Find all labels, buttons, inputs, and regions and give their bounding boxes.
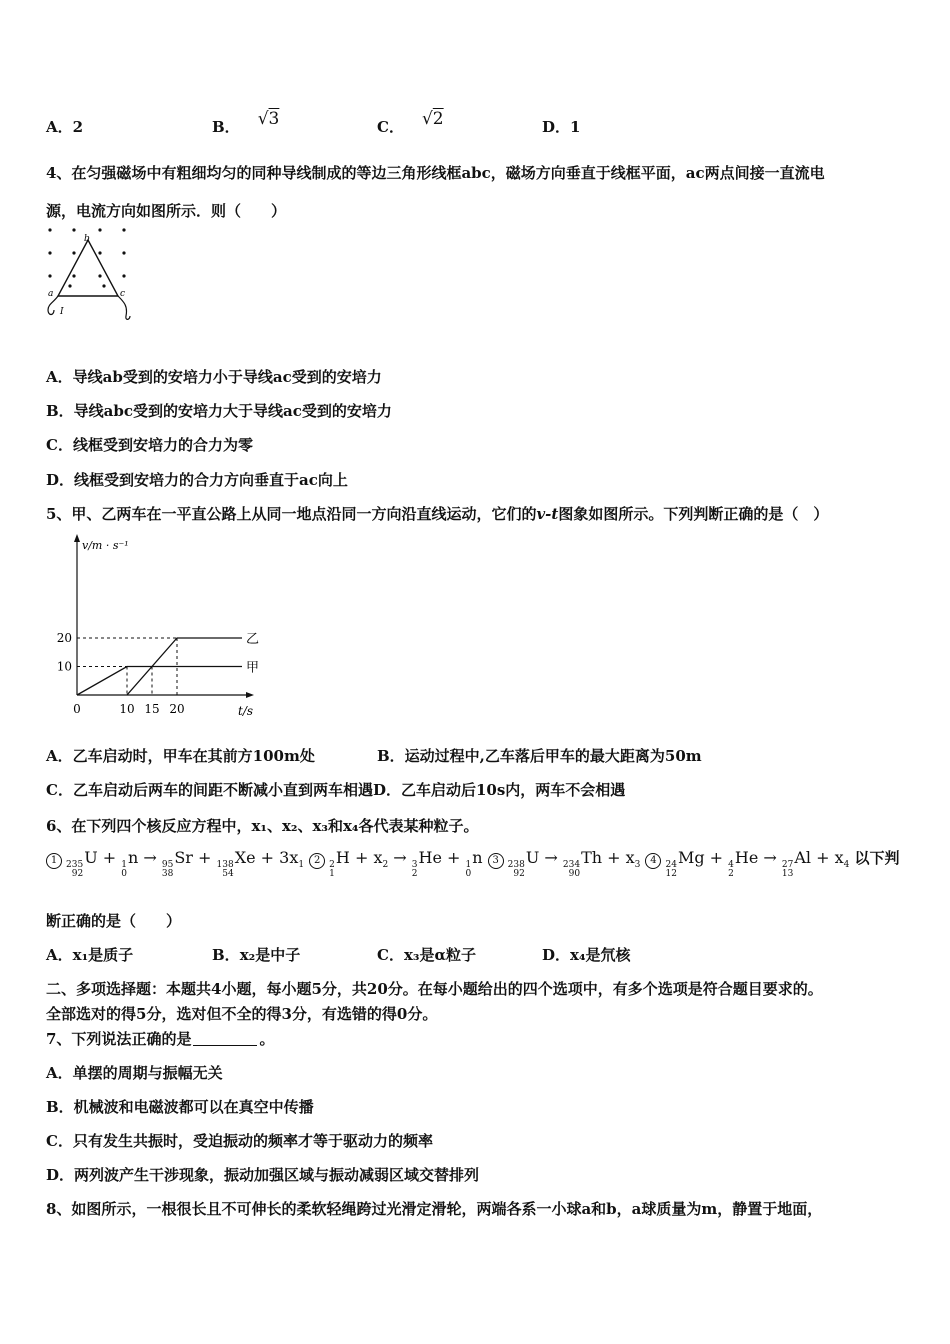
- answer-blank: [193, 1031, 257, 1046]
- q4-stem-line1: 4、在匀强磁场中有粗细均匀的同种导线制成的等边三角形线框abc，磁场方向垂直于线框平面，ac两点间接一直流电: [46, 164, 825, 182]
- label-current: I: [60, 307, 64, 317]
- x-tick-label-0: 0: [73, 702, 81, 716]
- q6-option-b: B．x₂是中子: [212, 946, 301, 964]
- section2-instructions-line2: 全部选对的得5分，选对但不全的得3分，有选错的得0分。: [46, 1005, 438, 1023]
- sqrt-2: √2: [421, 109, 444, 129]
- triangle-frame: [58, 240, 118, 296]
- q7-stem: 7、下列说法正确的是 。: [46, 1030, 275, 1048]
- sqrt-3: √3: [257, 109, 280, 129]
- section2-instructions-line1: 二、多项选择题：本题共4小题，每小题5分，共20分。在每小题给出的四个选项中，有多个选项是符合题目要求的。: [46, 980, 823, 998]
- q4-option-a: A．导线ab受到的安培力小于导线ac受到的安培力: [46, 368, 382, 386]
- x-tick-label-20: 20: [169, 702, 185, 716]
- q5-stem: 5、甲、乙两车在一平直公路上从同一地点沿同一方向沿直线运动，它们的v-t图象如图所示。下列判断正确的是（ ）: [46, 505, 829, 523]
- q8-stem: 8、如图所示，一根很长且不可伸长的柔软轻绳跨过光滑定滑轮，两端各系一小球a和b，a球质量为m，静置于地面，: [46, 1200, 823, 1218]
- q5-option-b: B．运动过程中,乙车落后甲车的最大距离为50m: [377, 747, 702, 765]
- q7-option-c: C．只有发生共振时，受迫振动的频率才等于驱动力的频率: [46, 1132, 433, 1150]
- label-a: a: [48, 289, 54, 299]
- q6-option-c: C．x₃是α粒子: [377, 946, 477, 964]
- vt-chart: [50, 532, 270, 722]
- q4-option-c: C．线框受到安培力的合力为零: [46, 436, 253, 454]
- q4-option-d: D．线框受到安培力的合力方向垂直于ac向上: [46, 471, 348, 489]
- label-b: b: [84, 234, 90, 244]
- q7-option-d: D．两列波产生干涉现象，振动加强区域与振动减弱区域交替排列: [46, 1166, 480, 1184]
- series-label-2: 乙: [246, 632, 260, 647]
- x-tick-label-10: 10: [119, 702, 135, 716]
- q4-option-b: B．导线abc受到的安培力大于导线ac受到的安培力: [46, 402, 392, 420]
- y-axis-label: v/m · s⁻¹: [82, 539, 129, 552]
- q3-option-a: A．2: [46, 118, 84, 136]
- triangle-circuit-figure: [40, 224, 140, 324]
- q7-option-b: B．机械波和电磁波都可以在真空中传播: [46, 1098, 314, 1116]
- x-axis-arrow: [246, 692, 254, 698]
- q3-option-d: D．1: [542, 118, 581, 136]
- lead-wire-right: [118, 296, 130, 319]
- label-c: c: [120, 289, 126, 299]
- q6-option-a: A．x₁是质子: [46, 946, 134, 964]
- q5-option-c: C．乙车启动后两车的间距不断减小直到两车相遇D．乙车启动后10s内，两车不会相遇: [46, 781, 626, 799]
- q6-option-d: D．x₄是氘核: [542, 946, 631, 964]
- q6-stem-line2: 断正确的是（ ）: [46, 912, 182, 930]
- series-label-1: 甲: [246, 660, 260, 676]
- q3-option-b: B． √3: [212, 109, 280, 136]
- q7-option-a: A．单摆的周期与振幅无关: [46, 1064, 223, 1082]
- nuclear-equations: 1 235 92 U + 1 0 n → 95 38 Sr + 138 54 $Xe + 3x_1$ 2 2 1 $H + x_2$ → 3 2 He + 1 0 n 3 238 92 U → 234 90 $Th + x_3$ 4 24 12 Mg + 4 2 He → 27 13 $Al + x_4$ 以下判: [46, 847, 899, 879]
- q5-option-a: A．乙车启动时，甲车在其前方100m处: [46, 747, 315, 765]
- y-tick-label-20: 20: [56, 631, 72, 645]
- x-tick-label-15: 15: [144, 702, 160, 716]
- q3-option-c: C． √2: [377, 109, 444, 136]
- y-axis-arrow: [74, 534, 80, 542]
- x-axis-label: t/s: [238, 704, 254, 718]
- q6-stem-tail: 以下判: [854, 849, 900, 867]
- y-tick-label-10: 10: [56, 659, 72, 674]
- q6-stem: 6、在下列四个核反应方程中，x₁、x₂、x₃和x₄各代表某种粒子。: [46, 817, 479, 835]
- q4-stem-line2: 源，电流方向如图所示．则（ ）: [46, 202, 287, 220]
- series-line-1: [77, 667, 242, 696]
